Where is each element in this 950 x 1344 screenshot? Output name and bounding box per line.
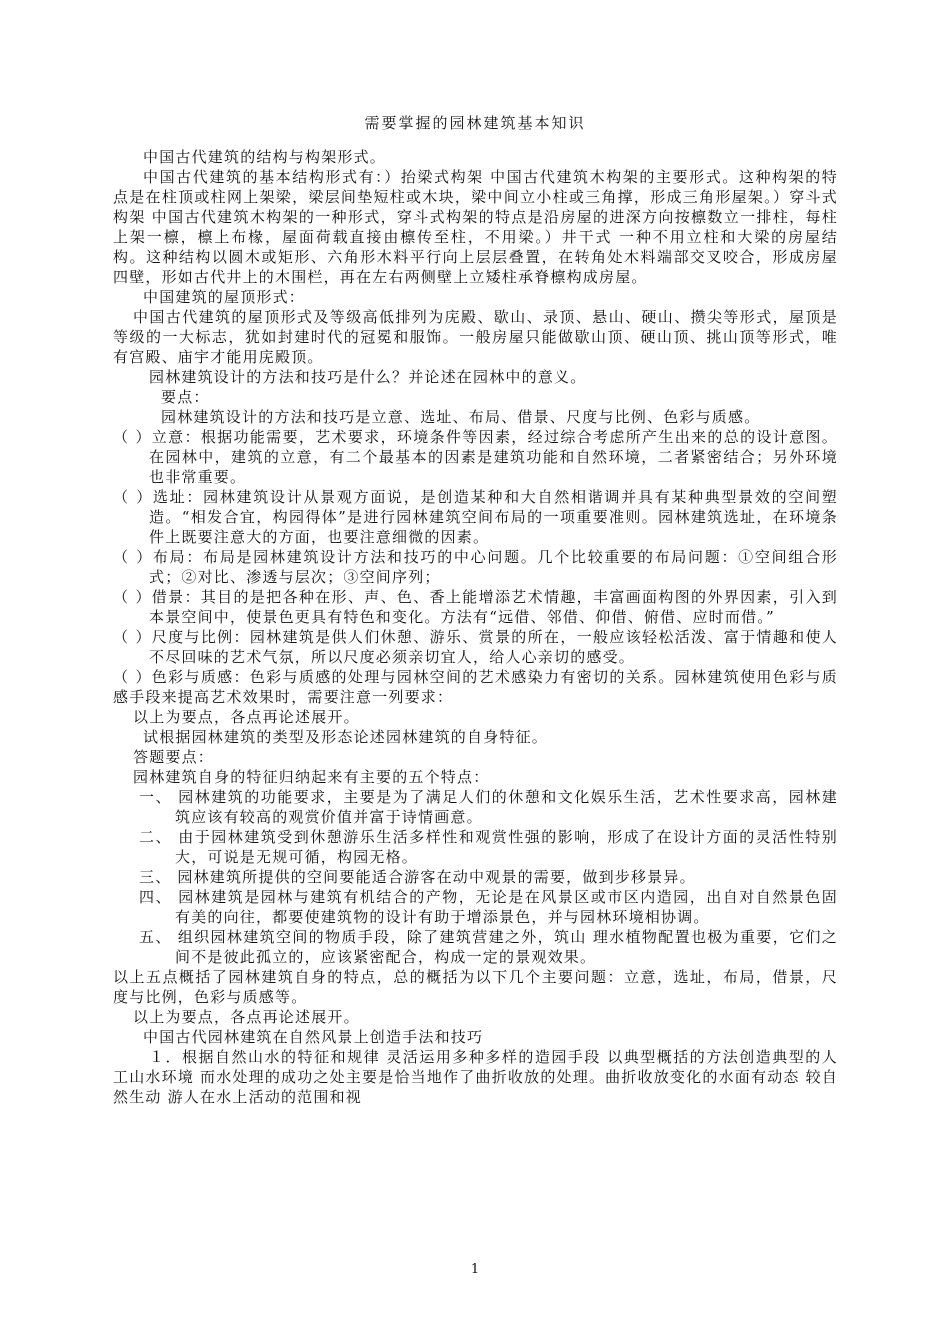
paragraph: 要点： bbox=[161, 388, 210, 406]
paragraph: 以上为要点，各点再论述展开。 bbox=[133, 708, 360, 726]
list-item: （ ）立意：根据功能需要，艺术要求，环境条件等因素，经过综合考虑所产生出来的总的设计意图。在园林中，建筑的立意，有二个最基本的因素是建筑功能和自然环境，二者紧密结合；另外环境也非常重要。 bbox=[113, 428, 838, 486]
paragraph: 中国古代建筑的结构与构架形式。 bbox=[143, 148, 387, 166]
list-item: 二、 由于园林建筑受到休憩游乐生活多样性和观赏性强的影响，形成了在设计方面的灵活性特别大，可说是无规可循，构园无格。 bbox=[139, 828, 838, 866]
paragraph: 中国古代园林建筑在自然风景上创造手法和技巧 bbox=[143, 1028, 484, 1046]
paragraph: 中国建筑的屋顶形式： bbox=[143, 288, 306, 306]
paragraph: 园林建筑设计的方法和技巧是什么？并论述在园林中的意义。 bbox=[149, 368, 587, 386]
paragraph: 以上为要点，各点再论述展开。 bbox=[133, 1008, 360, 1026]
paragraph: 园林建筑自身的特征归纳起来有主要的五个特点： bbox=[133, 768, 490, 786]
list-item: 三、 园林建筑所提供的空间要能适合游客在动中观景的需要，做到步移景异。 bbox=[139, 868, 696, 886]
page-number: 1 bbox=[470, 1262, 480, 1277]
list-item: （ ）选址：园林建筑设计从景观方面说，是创造某种和大自然相谐调并具有某种典型景效的空间塑造。“相发合宜，构园得体”是进行园林建筑空间布局的一项重要准则。园林建筑选址，在环境条件上既要注意大的方面，也要注意细微的因素。 bbox=[113, 488, 838, 546]
document-body bbox=[113, 147, 838, 1107]
paragraph: １．根据自然山水的特征和规律 灵活运用多种多样的造园手段 以典型概括的方法创造典型的人工山水环境 而水处理的成功之处主要是恰当地作了曲折收放的处理。曲折收放变化的水面有动态 较自然生动 游人在水上活动的范围和视 bbox=[113, 1048, 838, 1106]
paragraph: 中国古代建筑的基本结构形式有：）抬梁式构架 中国古代建筑木构架的主要形式。这种构架的特点是在柱顶或柱网上架梁，梁层间垫短柱或木块，梁中间立小柱或三角撑，形成三角形屋架。）穿斗式构架 中国古代建筑木构架的一种形式，穿斗式构架的特点是沿房屋的进深方向按檩数立一排柱，每柱上架一檩，檩上布椽，屋面荷载直接由檩传至柱，不用梁。）井干式 一种不用立柱和大梁的房屋结构。这种结构以圆木或矩形、六角形木料平行向上层层叠置，在转角处木料端部交叉咬合，形成房屋四壁，形如古代井上的木围栏，再在左右两侧壁上立矮柱承脊檩构成房屋。 bbox=[113, 168, 838, 286]
list-item: （ ）借景：其目的是把各种在形、声、色、香上能增添艺术情趣，丰富画面构图的外界因素，引入到本景空间中，使景色更具有特色和变化。方法有“远借、邻借、仰借、俯借、应时而借。” bbox=[113, 588, 838, 626]
paragraph: 园林建筑设计的方法和技巧是立意、选址、布局、借景、尺度与比例、色彩与质感。 bbox=[161, 408, 761, 426]
paragraph: 中国古代建筑的屋顶形式及等级高低排列为庑殿、歇山、录顶、悬山、硬山、攒尖等形式，屋顶是等级的一大标志，犹如封建时代的冠冕和服饰。一般房屋只能做歇山顶、硬山顶、挑山顶等形式，唯有宫殿、庙宇才能用庑殿顶。 bbox=[113, 308, 838, 366]
list-item: （ ）布局：布局是园林建筑设计方法和技巧的中心问题。几个比较重要的布局问题：①空间组合形式；②对比、渗透与层次；③空间序列； bbox=[113, 548, 838, 586]
list-item: 一、 园林建筑的功能要求，主要是为了满足人们的休憩和文化娱乐生活，艺术性要求高，园林建筑应该有较高的观赏价值并富于诗情画意。 bbox=[139, 788, 838, 826]
list-item: 五、 组织园林建筑空间的物质手段，除了建筑营建之外，筑山 理水植物配置也极为重要，它们之间不是彼此孤立的，应该紧密配合，构成一定的景观效果。 bbox=[139, 928, 838, 966]
list-item: （ ）尺度与比例：园林建筑是供人们休憩、游乐、赏景的所在，一般应该轻松活泼、富于情趣和使人不尽回味的艺术气氛，所以尺度必须亲切宜人，给人心亲切的感受。 bbox=[113, 628, 838, 666]
paragraph: （ ）色彩与质感：色彩与质感的处理与园林空间的艺术感染力有密切的关系。园林建筑使用色彩与质感手段来提高艺术效果时，需要注意一列要求： bbox=[113, 668, 838, 706]
document-title: 需要掌握的园林建筑基本知识 bbox=[364, 114, 586, 132]
paragraph: 答题要点： bbox=[133, 748, 215, 766]
list-item: 四、 园林建筑是园林与建筑有机结合的产物，无论是在风景区或市区内造园，出自对自然景色固有美的向往，都要使建筑物的设计有助于增添景色，并与园林环境相协调。 bbox=[139, 888, 838, 926]
paragraph: 试根据园林建筑的类型及形态论述园林建筑的自身特征。 bbox=[143, 728, 549, 746]
paragraph: 以上五点概括了园林建筑自身的特点，总的概括为以下几个主要问题：立意，选址，布局，借景，尺度与比例，色彩与质感等。 bbox=[113, 968, 838, 1006]
